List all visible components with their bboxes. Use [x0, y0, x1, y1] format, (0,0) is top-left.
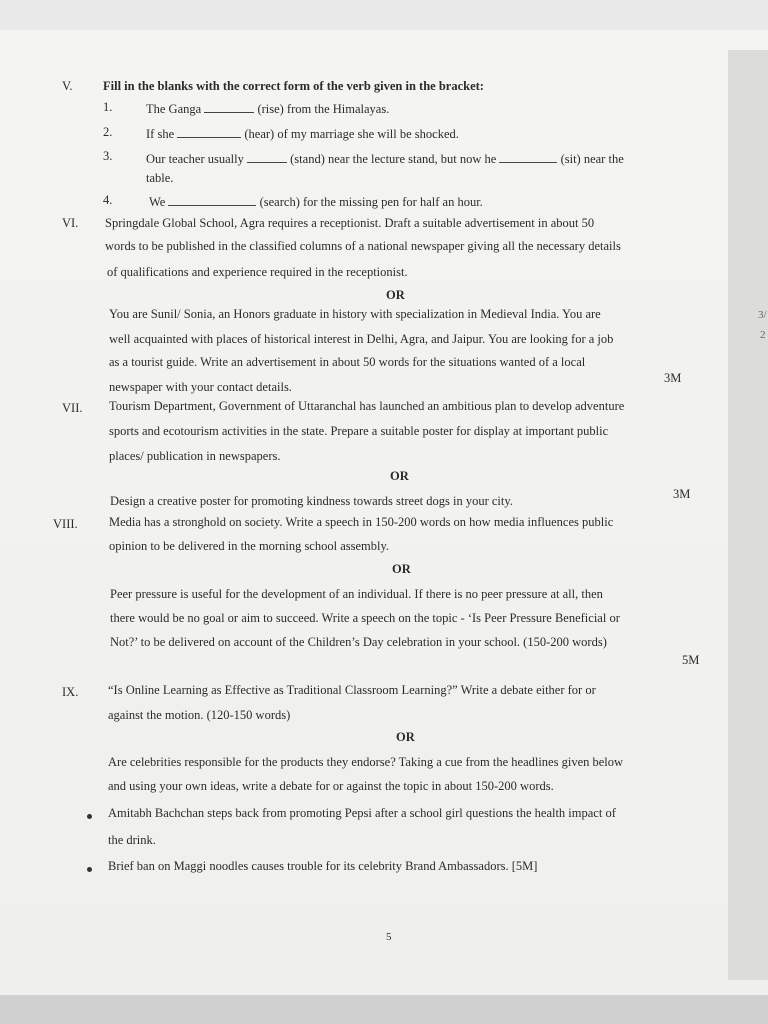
- paper-sheet: [0, 30, 768, 995]
- or-separator: OR: [396, 730, 415, 744]
- sentence-part: We: [149, 195, 166, 209]
- fill-in-sentence: [149, 195, 483, 209]
- answer-blank: [177, 127, 241, 138]
- question-9-number: IX.: [62, 685, 79, 699]
- page-number: 5: [386, 931, 392, 943]
- sentence-part: (sit) near the: [560, 152, 624, 166]
- answer-blank: [499, 152, 557, 163]
- answer-blank: [204, 102, 254, 113]
- question-6-number: VI.: [62, 216, 79, 230]
- question-text-line: against the motion. (120-150 words): [108, 708, 291, 722]
- headline-text: the drink.: [108, 833, 156, 847]
- question-text-line: Design a creative poster for promoting kindness towards street dogs in your city.: [110, 494, 513, 508]
- question-8-number: VIII.: [53, 517, 78, 531]
- item-number: 1.: [103, 100, 113, 114]
- question-text-line: sports and ecotourism activities in the state. Prepare a suitable poster for display at important public: [109, 424, 609, 438]
- headline-text: Brief ban on Maggi noodles causes trouble for its celebrity Brand Ambassadors. [5M]: [108, 859, 538, 873]
- marks-label: 3M: [664, 371, 682, 385]
- table-surface: [0, 995, 768, 1024]
- question-text-line: Springdale Global School, Agra requires a receptionist. Draft a suitable advertisement in about 50: [105, 216, 595, 230]
- question-text-line: Are celebrities responsible for the products they endorse? Taking a cue from the headlines given below: [108, 755, 624, 769]
- sentence-part: (rise) from the Himalayas.: [257, 102, 390, 116]
- sentence-part: (hear) of my marriage she will be shocked.: [244, 127, 459, 141]
- or-separator: OR: [390, 469, 409, 483]
- bullet-icon: [87, 814, 92, 819]
- headline-text: Amitabh Bachchan steps back from promoting Pepsi after a school girl questions the health impact of: [108, 806, 616, 820]
- bullet-icon: [87, 867, 92, 872]
- question-text-line: Peer pressure is useful for the development of an individual. If there is no peer pressure at all, then: [110, 587, 603, 601]
- fill-in-sentence: [146, 152, 624, 166]
- sentence-part: The Ganga: [146, 102, 202, 116]
- marks-label: 5M: [682, 653, 700, 667]
- question-text-line: well acquainted with places of historical interest in Delhi, Agra, and Jaipur. You are looking for a job: [109, 332, 614, 346]
- sentence-part: If she: [146, 127, 175, 141]
- answer-blank: [247, 152, 287, 163]
- question-text-line: there would be no goal or aim to succeed. Write a speech on the topic - ‘Is Peer Pressure Beneficial or: [110, 611, 620, 625]
- item-number: 3.: [103, 149, 113, 163]
- question-text-line: You are Sunil/ Sonia, an Honors graduate in history with specialization in Medieval India. You are: [109, 307, 601, 321]
- item-number: 4.: [103, 193, 113, 207]
- sentence-part: (search) for the missing pen for half an hour.: [259, 195, 483, 209]
- question-text-line: places/ publication in newspapers.: [109, 449, 281, 463]
- sentence-part: Our teacher usually: [146, 152, 244, 166]
- question-text-line: newspaper with your contact details.: [109, 380, 292, 394]
- question-text-line: opinion to be delivered in the morning school assembly.: [109, 539, 390, 553]
- question-text-line: of qualifications and experience required in the receptionist.: [107, 265, 408, 279]
- or-separator: OR: [392, 562, 411, 576]
- question-7-number: VII.: [62, 401, 83, 415]
- margin-mark: 3/: [758, 309, 767, 321]
- sentence-continuation: table.: [146, 171, 174, 185]
- question-text-line: “Is Online Learning as Effective as Traditional Classroom Learning?” Write a debate either for or: [108, 683, 596, 697]
- fill-in-sentence: [146, 127, 459, 141]
- margin-mark: 2: [760, 329, 766, 341]
- question-text-line: words to be published in the classified columns of a national newspaper giving all the necessary details: [105, 239, 621, 253]
- or-separator: OR: [386, 288, 405, 302]
- fill-in-sentence: [146, 102, 389, 116]
- question-5-number: V.: [62, 79, 73, 93]
- question-text-line: Tourism Department, Government of Uttaranchal has launched an ambitious plan to develop adventure: [109, 399, 625, 413]
- sentence-part: (stand) near the lecture stand, but now he: [290, 152, 497, 166]
- question-text-line: and using your own ideas, write a debate for or against the topic in about 150-200 words.: [108, 779, 554, 793]
- question-text-line: Not?’ to be delivered on account of the Children’s Day celebration in your school. (150-200 words): [110, 635, 607, 649]
- question-text-line: Media has a stronghold on society. Write a speech in 150-200 words on how media influences public: [109, 515, 614, 529]
- answer-blank: [168, 195, 256, 206]
- question-5-instruction: Fill in the blanks with the correct form of the verb given in the bracket:: [103, 79, 484, 93]
- question-text-line: as a tourist guide. Write an advertisement in about 50 words for the situations wanted of a local: [109, 355, 586, 369]
- item-number: 2.: [103, 125, 113, 139]
- underlying-page: [728, 50, 768, 980]
- marks-label: 3M: [673, 487, 691, 501]
